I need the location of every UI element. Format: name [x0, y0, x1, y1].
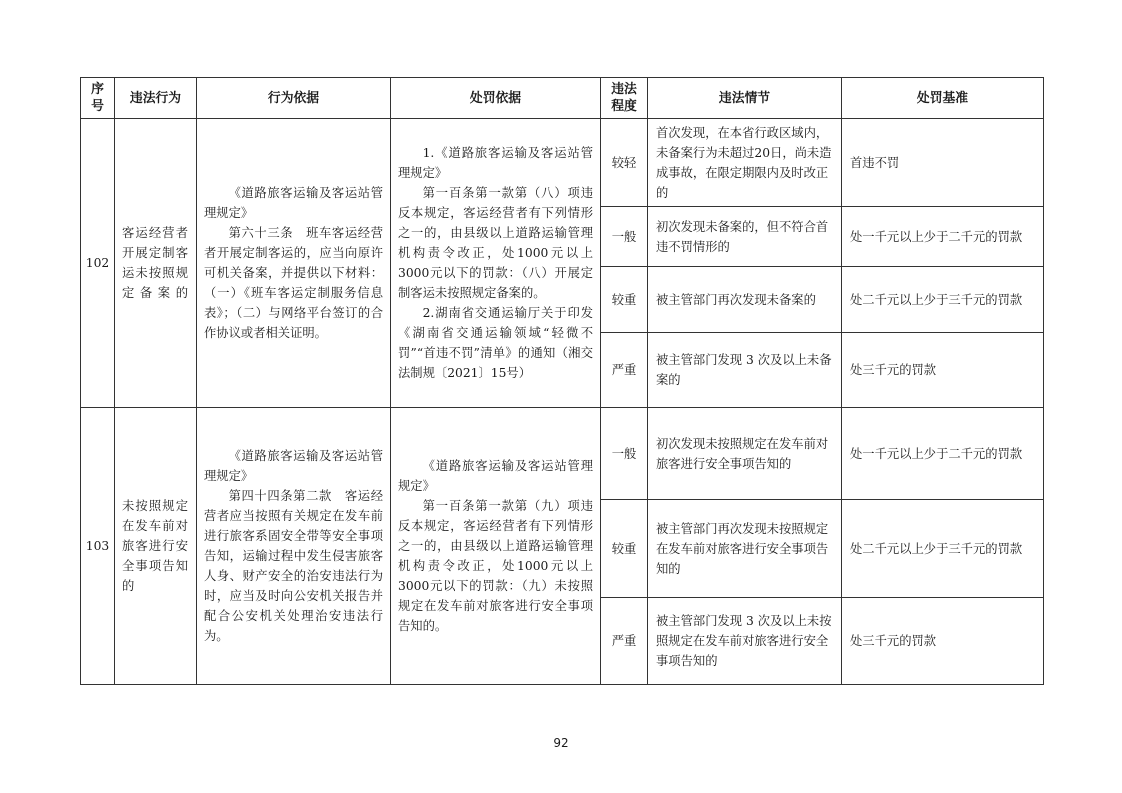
standard-cell: 处一千元以上少于二千元的罚款	[842, 207, 1044, 267]
row-number: 103	[81, 408, 115, 685]
penalty-standard-table	[80, 77, 1044, 685]
header-standard: 处罚基准	[842, 78, 1044, 119]
circumstance-cell: 初次发现未备案的，但不符合首违不罚情形的	[648, 207, 842, 267]
standard-cell: 处三千元的罚款	[842, 598, 1044, 685]
circumstance-cell: 被主管部门发现 3 次及以上未备案的	[648, 333, 842, 408]
penalty-basis-cell	[391, 119, 601, 408]
header-circumstance: 违法情节	[648, 78, 842, 119]
standard-cell: 处一千元以上少于二千元的罚款	[842, 408, 1044, 500]
circumstance-cell: 被主管部门发现 3 次及以上未按照规定在发车前对旅客进行安全事项告知的	[648, 598, 842, 685]
header-basis: 行为依据	[197, 78, 391, 119]
circumstance-cell: 首次发现，在本省行政区域内，未备案行为未超过20日，尚未造成事故，在限定期限内及时改正的	[648, 119, 842, 207]
standard-cell: 首违不罚	[842, 119, 1044, 207]
standard-cell: 处三千元的罚款	[842, 333, 1044, 408]
table-row	[81, 408, 1044, 500]
row-number: 102	[81, 119, 115, 408]
degree-cell: 较重	[601, 500, 648, 598]
degree-cell: 一般	[601, 408, 648, 500]
penalty-title: 1.《道路旅客运输及客运站管理规定》	[398, 146, 593, 180]
page-number: 92	[553, 736, 569, 750]
penalty-title: 《道路旅客运输及客运站管理规定》	[398, 459, 593, 493]
penalty-notice: 2.湖南省交通运输厅关于印发《湖南省交通运输领域“轻微不罚”“首违不罚”清单》的通知（湘交法制规〔2021〕15号）	[398, 306, 593, 380]
basis-title: 《道路旅客运输及客运站管理规定》	[204, 449, 383, 483]
basis-cell	[197, 408, 391, 685]
degree-cell: 一般	[601, 207, 648, 267]
degree-cell: 较重	[601, 267, 648, 333]
violation-text: 未按照规定在发车前对旅客进行安全事项告知的	[115, 408, 197, 685]
basis-title: 《道路旅客运输及客运站管理规定》	[204, 186, 383, 220]
circumstance-cell: 初次发现未按照规定在发车前对旅客进行安全事项告知的	[648, 408, 842, 500]
basis-article: 第四十四条第二款 客运经营者应当按照有关规定在发车前进行旅客系固安全带等安全事项告知，运输过程中发生侵害旅客人身、财产安全的治安违法行为时，应当及时向公安机关报告并配合公安机关处理治安违法行为。	[204, 489, 383, 643]
degree-cell: 较轻	[601, 119, 648, 207]
header-violation: 违法行为	[115, 78, 197, 119]
header-degree: 违法程度	[601, 78, 648, 119]
violation-text: 客运经营者开展定制客运未按照规定备案的	[115, 119, 197, 408]
circumstance-cell: 被主管部门再次发现未备案的	[648, 267, 842, 333]
header-penalty-basis: 处罚依据	[391, 78, 601, 119]
header-num: 序号	[81, 78, 115, 119]
degree-cell: 严重	[601, 333, 648, 408]
circumstance-cell: 被主管部门再次发现未按照规定在发车前对旅客进行安全事项告知的	[648, 500, 842, 598]
basis-article: 第六十三条 班车客运经营者开展定制客运的，应当向原许可机关备案，并提供以下材料：（一）《班车客运定制服务信息表》；（二）与网络平台签订的合作协议或者相关证明。	[204, 226, 383, 340]
penalty-article: 第一百条第一款第（八）项违反本规定，客运经营者有下列情形之一的，由县级以上道路运输管理机构责令改正，处1000元以上3000元以下的罚款：（八）开展定制客运未按照规定备案的。	[398, 186, 593, 300]
table-header-row	[81, 78, 1044, 119]
standard-cell: 处二千元以上少于三千元的罚款	[842, 500, 1044, 598]
basis-cell	[197, 119, 391, 408]
table-row	[81, 119, 1044, 207]
standard-cell: 处二千元以上少于三千元的罚款	[842, 267, 1044, 333]
degree-cell: 严重	[601, 598, 648, 685]
penalty-article: 第一百条第一款第（九）项违反本规定，客运经营者有下列情形之一的，由县级以上道路运输管理机构责令改正，处1000元以上3000元以下的罚款：（九）未按照规定在发车前对旅客进行安全事项告知的。	[398, 499, 593, 633]
penalty-basis-cell	[391, 408, 601, 685]
